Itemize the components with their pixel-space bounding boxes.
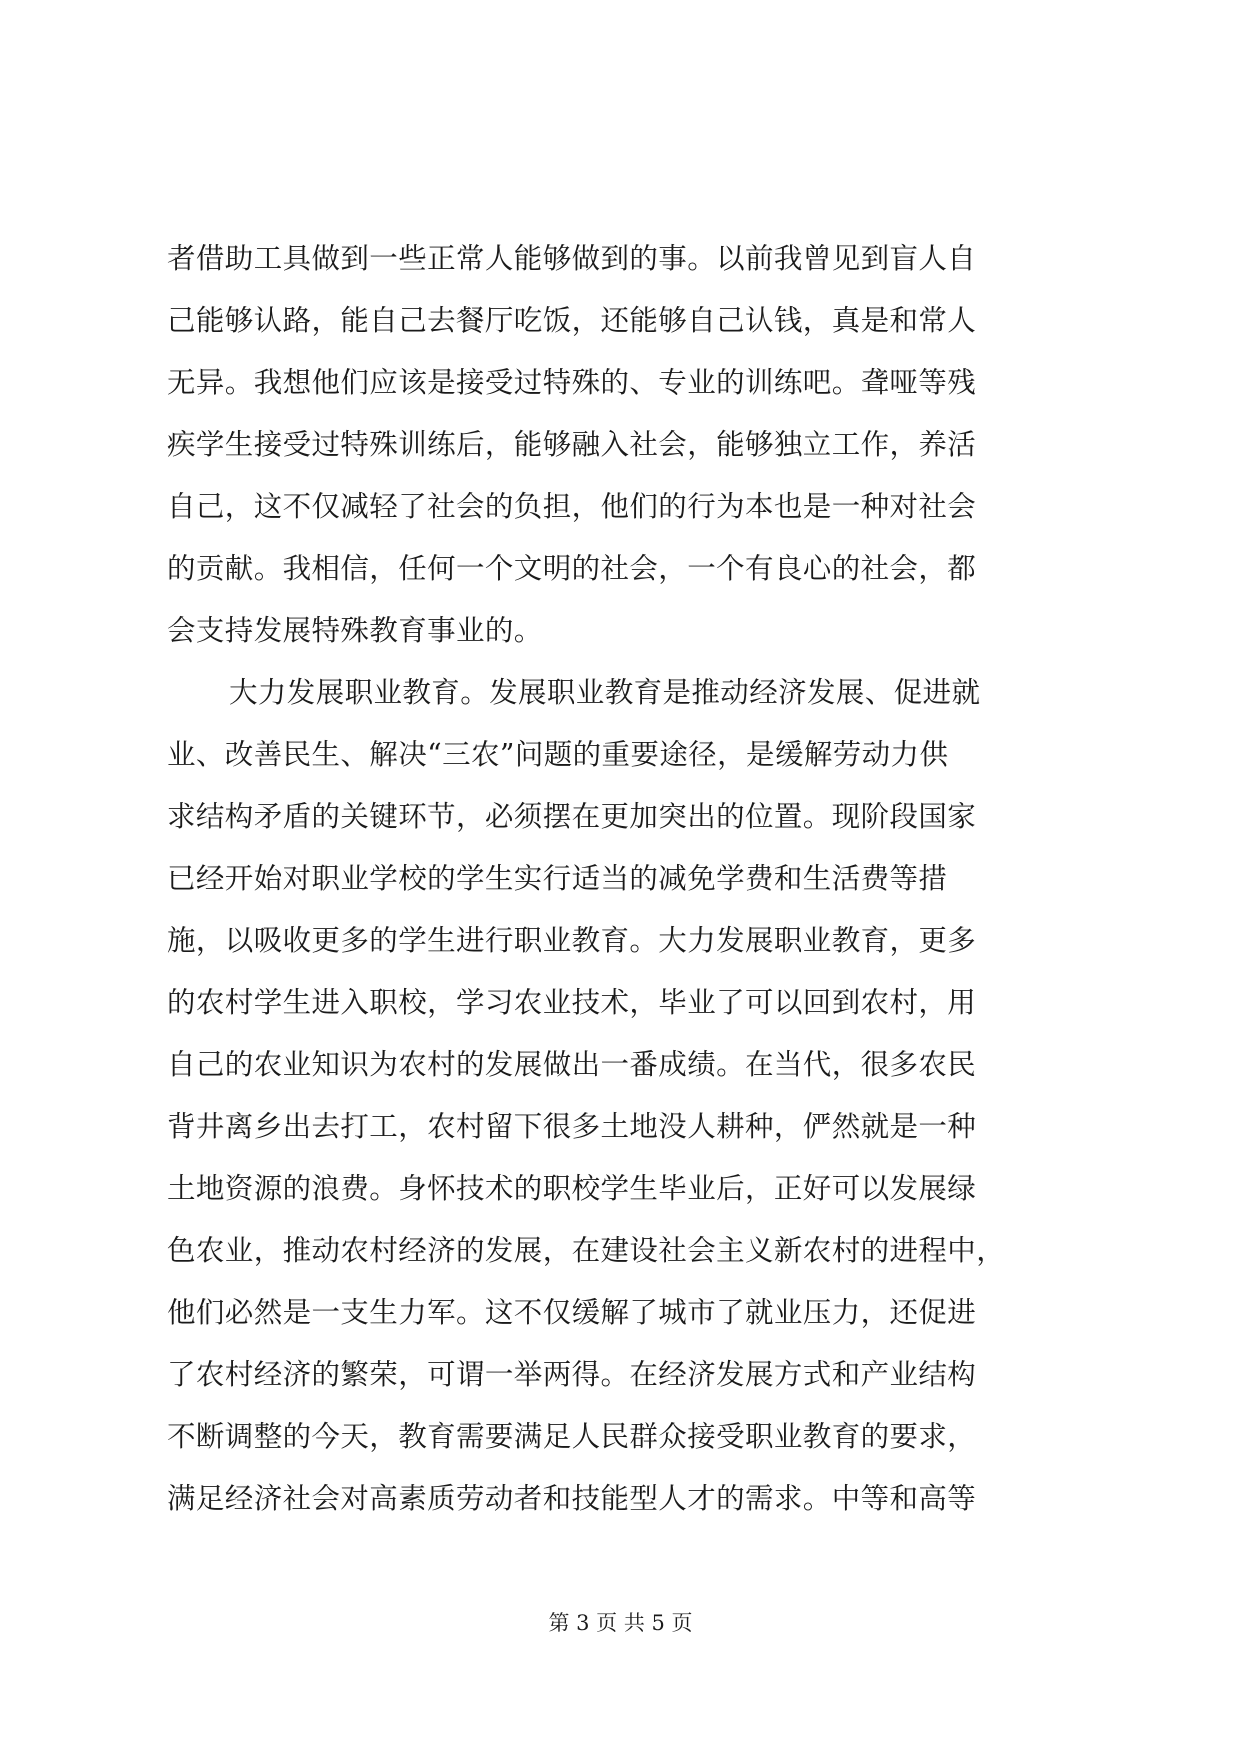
text-line: 了农村经济的繁荣，可谓一举两得。在经济发展方式和产业结构: [167, 1358, 977, 1391]
text-line: 施，以吸收更多的学生进行职业教育。大力发展职业教育，更多: [167, 924, 977, 957]
text-line: 求结构矛盾的关键环节，必须摆在更加突出的位置。现阶段国家: [167, 800, 977, 833]
page-number: 第 3 页 共 5 页: [548, 1611, 693, 1635]
paragraph-special-education: [167, 228, 1087, 662]
document-body: [167, 228, 1087, 1530]
text-line: 大力发展职业教育。发展职业教育是推动经济发展、促进就: [229, 676, 981, 709]
text-line: 自己的农业知识为农村的发展做出一番成绩。在当代，很多农民: [167, 1048, 977, 1081]
paragraph-vocational-education: [167, 662, 1087, 1530]
text-line: 疾学生接受过特殊训练后，能够融入社会，能够独立工作，养活: [167, 428, 977, 461]
text-line: 背井离乡出去打工，农村留下很多土地没人耕种，俨然就是一种: [167, 1110, 977, 1143]
text-line: 自己，这不仅减轻了社会的负担，他们的行为本也是一种对社会: [167, 490, 977, 523]
text-line: 的贡献。我相信，任何一个文明的社会，一个有良心的社会，都: [167, 552, 977, 585]
text-line: 不断调整的今天，教育需要满足人民群众接受职业教育的要求，: [167, 1420, 977, 1453]
page-footer: [0, 1608, 1241, 1638]
text-line: 己能够认路，能自己去餐厅吃饭，还能够自己认钱，真是和常人: [167, 304, 977, 337]
text-line: 的农村学生进入职校，学习农业技术，毕业了可以回到农村，用: [167, 986, 977, 1019]
text-line: 无异。我想他们应该是接受过特殊的、专业的训练吧。聋哑等残: [167, 366, 977, 399]
text-line: 满足经济社会对高素质劳动者和技能型人才的需求。中等和高等: [167, 1482, 977, 1515]
text-line: 业、改善民生、解决“三农”问题的重要途径，是缓解劳动力供: [167, 738, 949, 771]
text-line: 已经开始对职业学校的学生实行适当的减免学费和生活费等措: [167, 862, 948, 895]
text-line: 土地资源的浪费。身怀技术的职校学生毕业后，正好可以发展绿: [167, 1172, 977, 1205]
text-line: 者借助工具做到一些正常人能够做到的事。以前我曾见到盲人自: [167, 242, 977, 275]
text-line: 会支持发展特殊教育事业的。: [167, 614, 543, 647]
text-line: 他们必然是一支生力军。这不仅缓解了城市了就业压力，还促进: [167, 1296, 977, 1329]
text-line: 色农业，推动农村经济的发展，在建设社会主义新农村的进程中，: [167, 1234, 1006, 1267]
